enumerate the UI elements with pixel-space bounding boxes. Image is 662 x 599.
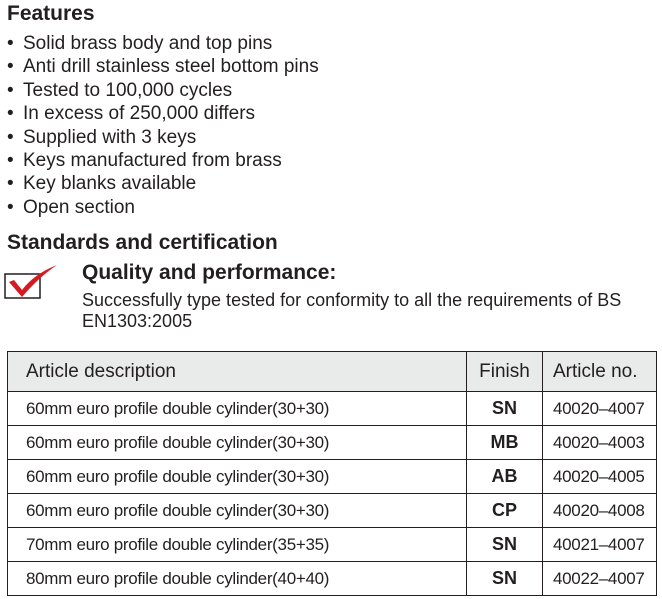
feature-item [7, 102, 319, 125]
table-row [8, 392, 657, 426]
cell-article-no: 40020–4005 [543, 460, 657, 494]
feature-item [7, 126, 319, 149]
bullet-icon: • [7, 56, 14, 78]
feature-text: Tested to 100,000 cycles [23, 79, 233, 101]
article-table [7, 351, 657, 596]
features-list [7, 32, 319, 219]
feature-item [7, 149, 319, 172]
table-row [8, 562, 657, 596]
cell-description: 60mm euro profile double cylinder(30+30) [8, 426, 467, 460]
cell-finish: CP [467, 494, 543, 528]
cell-description: 60mm euro profile double cylinder(30+30) [8, 460, 467, 494]
bullet-icon: • [7, 196, 14, 218]
feature-text: Key blanks available [23, 173, 197, 195]
feature-item [7, 79, 319, 102]
bullet-icon: • [7, 150, 14, 172]
table-row [8, 494, 657, 528]
feature-text: Keys manufactured from brass [23, 150, 282, 172]
table-row [8, 528, 657, 562]
cell-article-no: 40020–4008 [543, 494, 657, 528]
cell-finish: SN [467, 528, 543, 562]
feature-text: Supplied with 3 keys [23, 126, 197, 148]
header-finish: Finish [467, 352, 543, 392]
cell-description: 70mm euro profile double cylinder(35+35) [8, 528, 467, 562]
table-row [8, 426, 657, 460]
header-article-description: Article description [8, 352, 467, 392]
feature-text: Solid brass body and top pins [23, 33, 273, 54]
cell-description: 60mm euro profile double cylinder(30+30) [8, 392, 467, 426]
cell-finish: MB [467, 426, 543, 460]
feature-text: Open section [23, 196, 135, 218]
cell-article-no: 40020–4003 [543, 426, 657, 460]
standards-heading: Standards and certification [7, 231, 278, 254]
features-heading: Features [7, 2, 95, 25]
cell-finish: SN [467, 562, 543, 596]
feature-text: Anti drill stainless steel bottom pins [23, 56, 319, 78]
cell-description: 80mm euro profile double cylinder(40+40) [8, 562, 467, 596]
cell-finish: AB [467, 460, 543, 494]
cell-article-no: 40022–4007 [543, 562, 657, 596]
table-row [8, 460, 657, 494]
feature-text: In excess of 250,000 differs [23, 103, 256, 125]
cell-finish: SN [467, 392, 543, 426]
quality-text: Successfully type tested for conformity to all the requirements of BS EN1303:2005 [82, 290, 622, 331]
red-checkmark-icon [4, 263, 58, 303]
feature-item [7, 196, 319, 219]
feature-item [7, 32, 319, 55]
quality-title: Quality and performance: [82, 261, 337, 284]
cell-article-no: 40020–4007 [543, 392, 657, 426]
feature-item [7, 55, 319, 78]
bullet-icon: • [7, 103, 14, 125]
cell-description: 60mm euro profile double cylinder(30+30) [8, 494, 467, 528]
table-header-row [8, 352, 657, 392]
header-article-no: Article no. [543, 352, 657, 392]
feature-item [7, 172, 319, 195]
bullet-icon: • [7, 33, 14, 54]
bullet-icon: • [7, 126, 14, 148]
cell-article-no: 40021–4007 [543, 528, 657, 562]
bullet-icon: • [7, 79, 14, 101]
bullet-icon: • [7, 173, 14, 195]
